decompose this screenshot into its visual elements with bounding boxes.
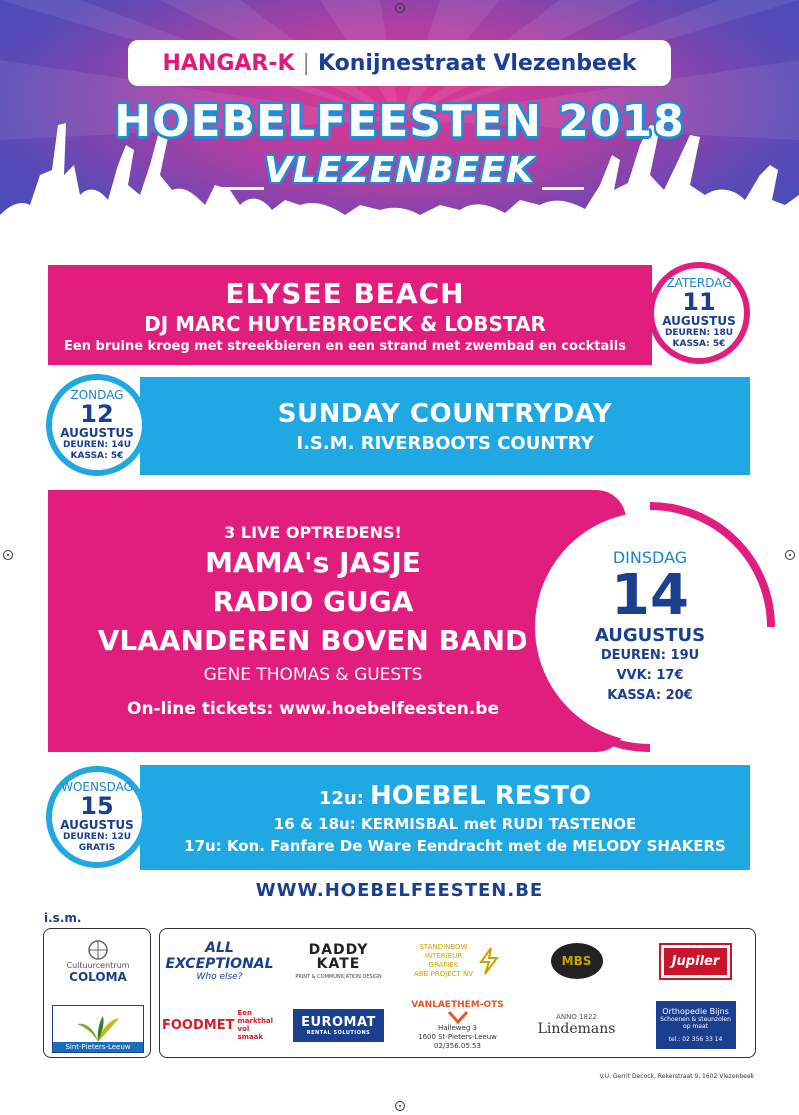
spl-label: Sint-Pieters-Leeuw — [53, 1042, 143, 1052]
lindemans-year: ANNO 1822 — [556, 1013, 597, 1021]
event-3-act-1: MAMA's JASJE — [205, 546, 421, 579]
coloma-icon — [86, 939, 110, 961]
sponsor-orthopedie — [636, 993, 755, 1057]
event-1-subtitle: DJ MARC HUYLEBROECK & LOBSTAR — [144, 311, 546, 336]
event-2-title: SUNDAY COUNTRYDAY — [277, 398, 613, 429]
jupiler-logo: Jupiler — [661, 945, 731, 978]
foodmet-name: FOODMET — [162, 1017, 235, 1033]
event-1-title: ELYSEE BEACH — [225, 276, 465, 310]
vanlaethem-phone: 02/356.05.53 — [434, 1041, 481, 1050]
event-band-2 — [140, 377, 750, 475]
event-3-act-4: GENE THOMAS & GUESTS — [203, 665, 423, 685]
event-2-subtitle: I.S.M. RIVERBOOTS COUNTRY — [296, 432, 594, 454]
venue-separator: | — [302, 50, 310, 76]
event-4-month: AUGUSTUS — [60, 818, 134, 832]
event-4-weekday: WOENSDAG — [61, 780, 133, 794]
foodmet-tagline-1: Een markthal — [237, 1009, 274, 1025]
event-3-content — [48, 490, 578, 752]
event-4-line-1: 16 & 18u: KERMISBAL met RUDI TASTENOE — [273, 814, 637, 833]
vanlaethem-icon — [447, 1010, 469, 1024]
vanlaethem-address-1: Halleweg 3 — [438, 1023, 477, 1032]
orthopedie-tagline: Schoenen & steunzolen op maat — [660, 1016, 731, 1030]
event-1-price: KASSA: 5€ — [672, 339, 726, 349]
design-line-4: ABB PROJECT NV — [413, 970, 474, 978]
all-exceptional-tagline: Who else? — [196, 972, 243, 982]
vanlaethem-name: VANLAETHEM-OTS — [411, 999, 504, 1010]
registration-mark-bottom — [395, 1101, 405, 1111]
subtitle-line-right — [542, 187, 584, 190]
daddy-kate-logo-2: KATE — [316, 955, 361, 972]
publisher-footer: V.U. Gerrit Decock, Rekerstraat 9, 1602 Vlezenbeek — [599, 1073, 754, 1080]
event-3-badge-ring — [521, 498, 779, 756]
event-1-day-number: 11 — [682, 288, 716, 316]
event-4-title: HOEBEL RESTO — [369, 780, 592, 811]
event-3-day-number: 14 — [611, 563, 689, 628]
event-1-weekday: ZATERDAG — [666, 276, 732, 290]
event-3-month: AUGUSTUS — [594, 625, 706, 646]
event-4-doors: DEUREN: 12U — [62, 832, 132, 842]
foodmet-tagline — [237, 1009, 277, 1041]
sponsor-mbs — [517, 929, 636, 993]
design-line-2: INTERIEUR — [424, 952, 463, 960]
leaves-icon — [73, 1014, 123, 1042]
coloma-name: COLOMA — [69, 970, 127, 984]
event-3-act-3: VLAANDEREN BOVEN BAND — [97, 624, 529, 657]
design-line-1: STANDINBOW — [419, 943, 468, 951]
header-banner — [0, 0, 799, 255]
event-3-live-count: 3 LIVE OPTREDENS! — [224, 523, 402, 542]
sponsor-standinbow — [398, 929, 517, 993]
design-line-3: GRAFIEK — [428, 961, 459, 969]
foodmet-tagline-2: vol smaak — [237, 1025, 264, 1041]
sint-pieters-leeuw-logo — [52, 1005, 144, 1053]
event-2-month: AUGUSTUS — [60, 426, 134, 440]
event-3-price: KASSA: 20€ — [607, 688, 693, 703]
event-3-tickets[interactable]: On-line tickets: www.hoebelfeesten.be — [127, 699, 499, 719]
event-3-date-badge — [535, 512, 765, 742]
event-2-price: KASSA: 5€ — [70, 451, 124, 461]
website-link[interactable]: WWW.HOEBELFEESTEN.BE — [255, 880, 544, 901]
orthopedie-phone: tel.: 02 356 33 14 — [668, 1036, 723, 1043]
daddy-kate-logo-1: DADDY — [308, 941, 369, 958]
event-4-line-2: 17u: Kon. Fanfare De Ware Eendracht met de MELODY SHAKERS — [184, 836, 726, 855]
sponsor-lindemans — [517, 993, 636, 1057]
sponsor-box-main — [159, 928, 756, 1058]
event-2-doors: DEUREN: 14U — [62, 440, 132, 450]
foodmet-logo — [162, 1009, 277, 1041]
lindemans-name: Lindemans — [537, 1021, 616, 1037]
event-4-price: GRATIS — [78, 843, 116, 853]
event-4-day-number: 15 — [80, 792, 114, 820]
venue-name: HANGAR-K — [162, 50, 295, 76]
event-subtitle: VLEZENBEEK — [264, 150, 535, 191]
orthopedie-logo — [656, 1001, 736, 1049]
event-band-4 — [140, 765, 750, 870]
event-3-weekday: DINSDAG — [612, 548, 688, 567]
venue-box — [128, 40, 671, 86]
event-4-headline — [319, 781, 591, 811]
event-3-presale: VVK: 17€ — [616, 668, 684, 683]
orthopedie-name: Orthopedie Bijns — [662, 1007, 729, 1016]
lightning-icon — [477, 946, 501, 976]
sponsor-daddy-kate — [279, 929, 398, 993]
venue-street: Konijnestraat Vlezenbeek — [317, 50, 637, 76]
event-2-day-number: 12 — [80, 400, 114, 428]
sponsor-jupiler — [636, 929, 755, 993]
all-exceptional-logo: ALL EXCEPTIONAL — [165, 940, 274, 972]
registration-mark-left — [3, 550, 13, 560]
event-2-date-badge — [46, 374, 148, 476]
event-3-act-2: RADIO GUGA — [212, 585, 414, 618]
event-2-weekday: ZONDAG — [70, 388, 124, 402]
event-1-description: Een bruine kroeg met streekbieren en een strand met zwembad en cocktails — [64, 338, 626, 354]
sponsors-label: i.s.m. — [44, 911, 82, 925]
sponsor-euromat — [279, 993, 398, 1057]
coloma-logo — [44, 929, 152, 994]
event-1-month: AUGUSTUS — [662, 314, 736, 328]
euromat-tagline: RENTAL SOLUTIONS — [306, 1029, 371, 1036]
mbs-logo: MBS — [551, 943, 603, 979]
euromat-logo — [293, 1009, 384, 1042]
sponsor-vanlaethem — [398, 993, 517, 1057]
event-band-1 — [48, 265, 652, 365]
euromat-name: EUROMAT — [301, 1014, 376, 1030]
event-1-doors: DEUREN: 18U — [664, 328, 734, 338]
event-title: HOEBELFEESTEN 2018 — [114, 96, 685, 147]
event-4-time: 12u: — [318, 787, 364, 809]
sponsor-foodmet — [160, 993, 279, 1057]
daddy-kate-tagline: PRINT & COMMUNICATION DESIGN — [295, 973, 382, 980]
event-1-date-badge — [648, 262, 750, 364]
registration-mark-right — [785, 550, 795, 560]
event-3-doors: DEUREN: 19U — [600, 648, 700, 663]
sponsor-box-local — [43, 928, 151, 1058]
registration-mark-top — [395, 3, 405, 13]
sponsor-all-exceptional — [160, 929, 279, 993]
event-4-date-badge — [46, 766, 148, 868]
sponsor-grid — [160, 929, 755, 1057]
vanlaethem-address-2: 1600 St-Pieters-Leeuw — [418, 1032, 497, 1041]
coloma-subtitle: Cultuurcentrum — [66, 961, 130, 970]
